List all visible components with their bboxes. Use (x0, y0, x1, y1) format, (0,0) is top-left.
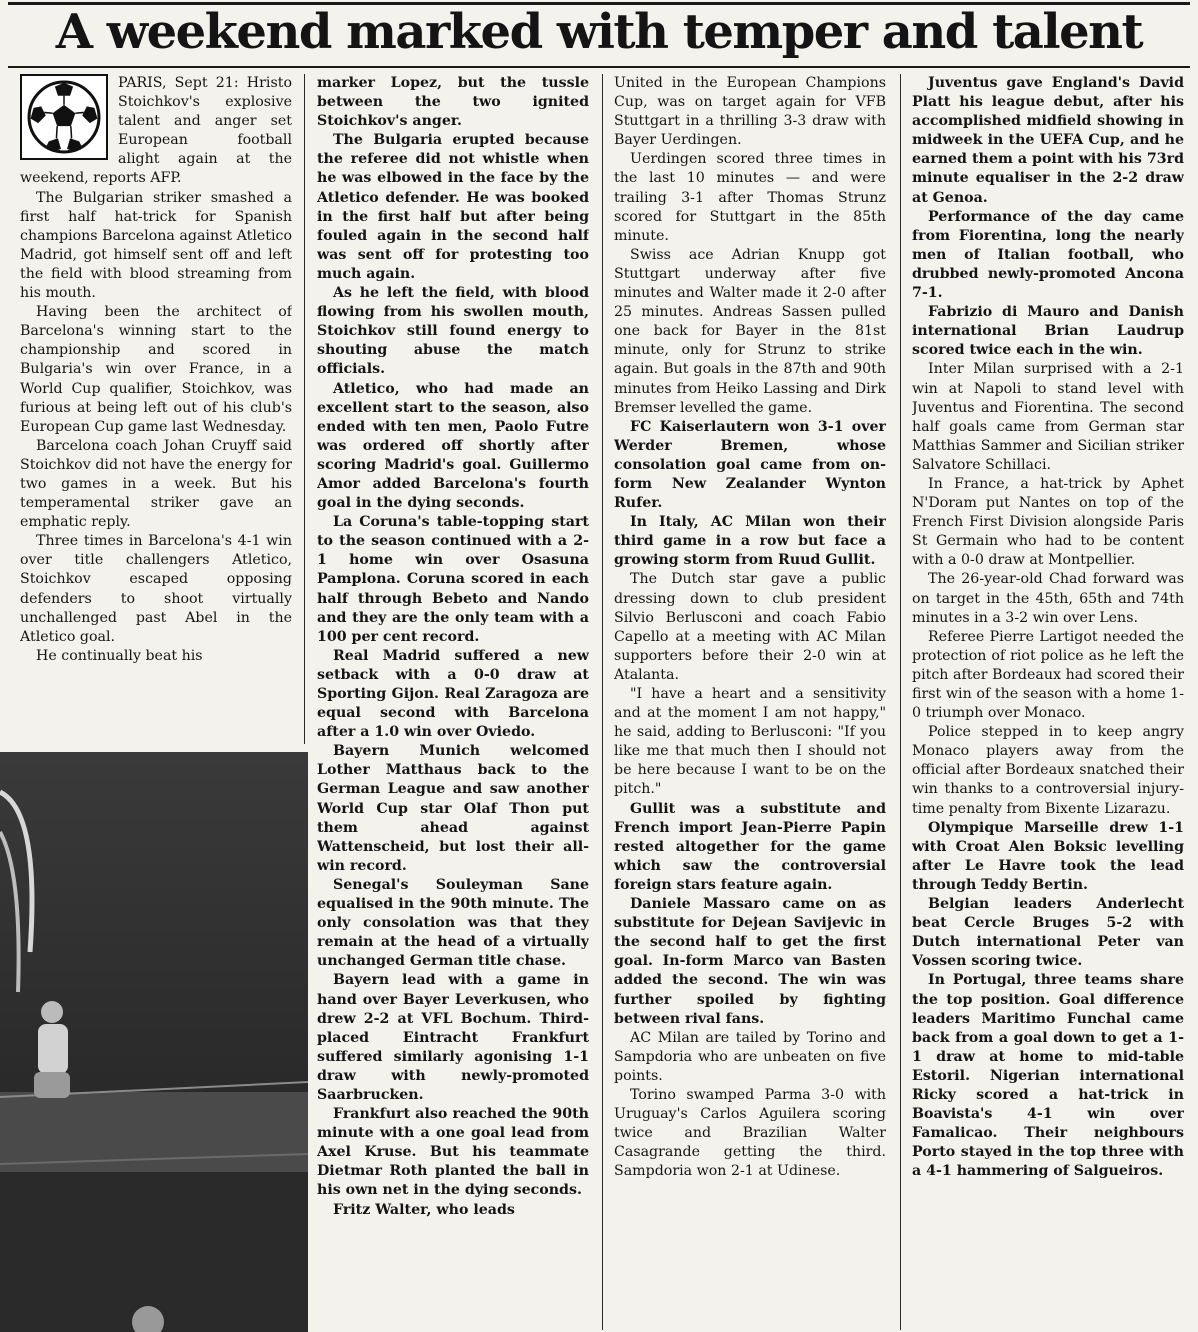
article-paragraph: He continually beat his (36, 647, 203, 664)
article-paragraph: The Bulgarian striker smashed a first half hat-trick for Spanish champions Barcelona against Atletico Madrid, got himself sent off and left the field with blood streaming from his mouth. (20, 189, 292, 302)
article-paragraph: In France, a hat-trick by Aphet N'Doram put Nantes on top of the French First Division alongside Paris St Germain who had to be content with a 0-0 draw at Montpellier. (912, 475, 1184, 569)
article-paragraph: Olympique Marseille drew 1-1 with Croat Alen Boksic levelling after Le Havre took the lead through Teddy Bertin. (912, 819, 1184, 893)
article-paragraph: AC Milan are tailed by Torino and Sampdoria who are unbeaten on five points. (614, 1029, 886, 1084)
article-paragraph: Senegal's Souleyman Sane equalised in the 90th minute. The only consolation was that they remain at the head of a virtually unchanged German title chase. (317, 876, 589, 970)
article-paragraph: United in the European Champions Cup, was on target again for VFB Stuttgart in a thrilling 3-3 draw with Bayer Uerdingen. (614, 75, 886, 149)
article-paragraph: In Portugal, three teams share the top position. Goal difference leaders Maritimo Funchal came back from a goal down to get a 1-1 draw at home to mid-table Estoril. Nigerian international Ricky scored a hat-trick in Boavista's 4-1 win over Famalicao. Their neighbours Porto stayed in the top three with a 4-1 hammering of Salgueiros. (912, 972, 1184, 1180)
column-divider (304, 74, 305, 744)
article-paragraph: marker Lopez, but the tussle between the two ignited Stoichkov's anger. (317, 75, 589, 130)
article-paragraph: Inter Milan surprised with a 2-1 win at Napoli to stand level with Juventus and Fiorentina. The second half goals came from German star Matthias Sammer and Sicilian striker Salvatore Schillaci. (912, 361, 1184, 473)
article-paragraph: Three times in Barcelona's 4-1 win over title challengers Atletico, Stoichkov escaped opposing defenders to shoot virtually unchallenged past Abel in the Atletico goal. (20, 533, 292, 645)
article-paragraph: Police stepped in to keep angry Monaco players away from the official after Bordeaux snatched their win thanks to a controversial injury-time penalty from Bixente Lizarazu. (912, 724, 1184, 817)
article-paragraph: The Dutch star gave a public dressing down to club president Silvio Berlusconi and coach Fabio Capello at a meeting with AC Milan supporters before their 2-0 win at Atalanta. (614, 571, 886, 683)
article-paragraph: Barcelona coach Johan Cruyff said Stoichkov did not have the energy for two games in a week. But his temperamental striker gave an emphatic reply. (20, 437, 292, 531)
article-paragraph: Bayern lead with a game in hand over Bayer Leverkusen, who drew 2-2 at VFL Bochum. Third-placed Eintracht Frankfurt suffered similarly agonising 1-1 draw with newly-promoted Saarbrucken. (317, 972, 589, 1103)
article-paragraph: La Coruna's table-topping start to the season continued with a 2-1 home win over Osasuna Pamplona. Coruna scored in each half through Bebeto and Nando and they are the only team with a 100 per cent record. (317, 514, 589, 645)
article-paragraph: "I have a heart and a sensitivity and at the moment I am not happy," he said, adding to Berlusconi: "If you like me that much then I should not be here because I want to be on the pitch." (614, 686, 886, 798)
article-paragraph: Having been the architect of Barcelona's winning start to the championship and scored in Bulgaria's win over France, in a World Cup qualifier, Stoichkov, was furious at being left out of his club's European Cup game last Wednesday. (20, 304, 292, 435)
headline: A weekend marked with temper and talent (55, 4, 1143, 60)
article-column-4 (912, 74, 1184, 1330)
article-paragraph: FC Kaiserlautern won 3-1 over Werder Bremen, whose consolation goal came from on-form New Zealander Wynton Rufer. (614, 418, 886, 512)
article-paragraph: Uerdingen scored three times in the last 10 minutes — and were trailing 3-1 after Thomas Strunz scored for Stuttgart in the 85th minute. (614, 151, 886, 244)
article-paragraph: Real Madrid suffered a new setback with a 0-0 draw at Sporting Gijon. Real Zaragoza are equal second with Barcelona after a 1.0 win over Oviedo. (317, 647, 589, 741)
article-paragraph: Atletico, who had made an excellent start to the season, also ended with ten men, Paolo Futre was ordered off shortly after scoring Madrid's goal. Guillermo Amor added Barcelona's fourth goal in the dying seconds. (317, 380, 589, 512)
article-column-2 (317, 74, 589, 1330)
column-1-body (20, 74, 292, 666)
headline-rule (8, 66, 1190, 68)
article-paragraph: Torino swamped Parma 3-0 with Uruguay's Carlos Aguilera scoring twice and Brazilian Walter Casagrande getting the third. Sampdoria won 2-1 at Udinese. (614, 1086, 886, 1180)
column-2-body (317, 74, 589, 1220)
article-paragraph: Gullit was a substitute and French import Jean-Pierre Papin rested altogether for the game which saw the controversial foreign stars feature again. (614, 800, 886, 893)
column-4-body (912, 74, 1184, 1181)
article-paragraph: Juventus gave England's David Platt his league debut, after his accomplished midfield showing in midweek in the UEFA Cup, and he earned them a point with his 73rd minute equaliser in the 2-2 draw at Genoa. (912, 75, 1184, 206)
article-paragraph: Frankfurt also reached the 90th minute with a one goal lead from Axel Kruse. But his teammate Dietmar Roth planted the ball in his own net in the dying seconds. (317, 1106, 589, 1199)
article-paragraph: The 26-year-old Chad forward was on target in the 45th, 65th and 74th minutes in a 3-2 win over Lens. (912, 571, 1184, 626)
match-photo (0, 752, 308, 1332)
soccer-ball-icon (20, 74, 108, 160)
article-paragraph: As he left the field, with blood flowing from his swollen mouth, Stoichkov still found energy to shouting abuse the match officials. (317, 285, 589, 378)
article-paragraph: PARIS, Sept 21: Hristo Stoichkov's explosive talent and anger set European football alight again at the weekend, reports AFP. (20, 75, 292, 187)
article-column-1 (20, 74, 292, 744)
article-column-3 (614, 74, 886, 1330)
article-paragraph: Fritz Walter, who leads (333, 1201, 515, 1218)
article-paragraph: In Italy, AC Milan won their third game in a row but face a growing storm from Ruud Gullit. (614, 514, 886, 569)
article-paragraph: Daniele Massaro came on as substitute for Dejean Savijevic in the second half to get the first goal. In-form Marco van Basten added the second. The win was further spoiled by fighting between rival fans. (614, 896, 886, 1027)
article-paragraph: Belgian leaders Anderlecht beat Cercle Bruges 5-2 with Dutch international Peter van Vossen scoring twice. (912, 896, 1184, 970)
article-paragraph: Bayern Munich welcomed Lother Matthaus back to the German League and saw another World Cup star Olaf Thon put them ahead against Wattenscheid, but lost their all-win record. (317, 743, 589, 874)
article-paragraph: Swiss ace Adrian Knupp got Stuttgart underway after five minutes and Walter made it 2-0 after 25 minutes. Andreas Sassen pulled one back for Bayer in the 81st minute, only for Strunz to strike again. But goals in the 87th and 90th minutes from Heiko Lassing and Dirk Bremser levelled the game. (614, 246, 886, 416)
article-paragraph: Performance of the day came from Fiorentina, long the nearly men of Italian football, who drubbed newly-promoted Ancona 7-1. (912, 208, 1184, 302)
article-paragraph: Fabrizio di Mauro and Danish international Brian Laudrup scored twice each in the win. (912, 304, 1184, 359)
article-paragraph: Referee Pierre Lartigot needed the protection of riot police as he left the pitch after Bordeaux had scored their first win of the season with a home 1-0 triumph over Monaco. (912, 628, 1184, 722)
column-divider (602, 74, 603, 1330)
article-paragraph: The Bulgaria erupted because the referee did not whistle when he was elbowed in the face by the Atletico defender. He was booked in the first half but after being fouled again in the second half was sent off for protesting too much again. (317, 132, 589, 282)
column-divider (900, 74, 901, 1330)
column-3-body (614, 74, 886, 1181)
